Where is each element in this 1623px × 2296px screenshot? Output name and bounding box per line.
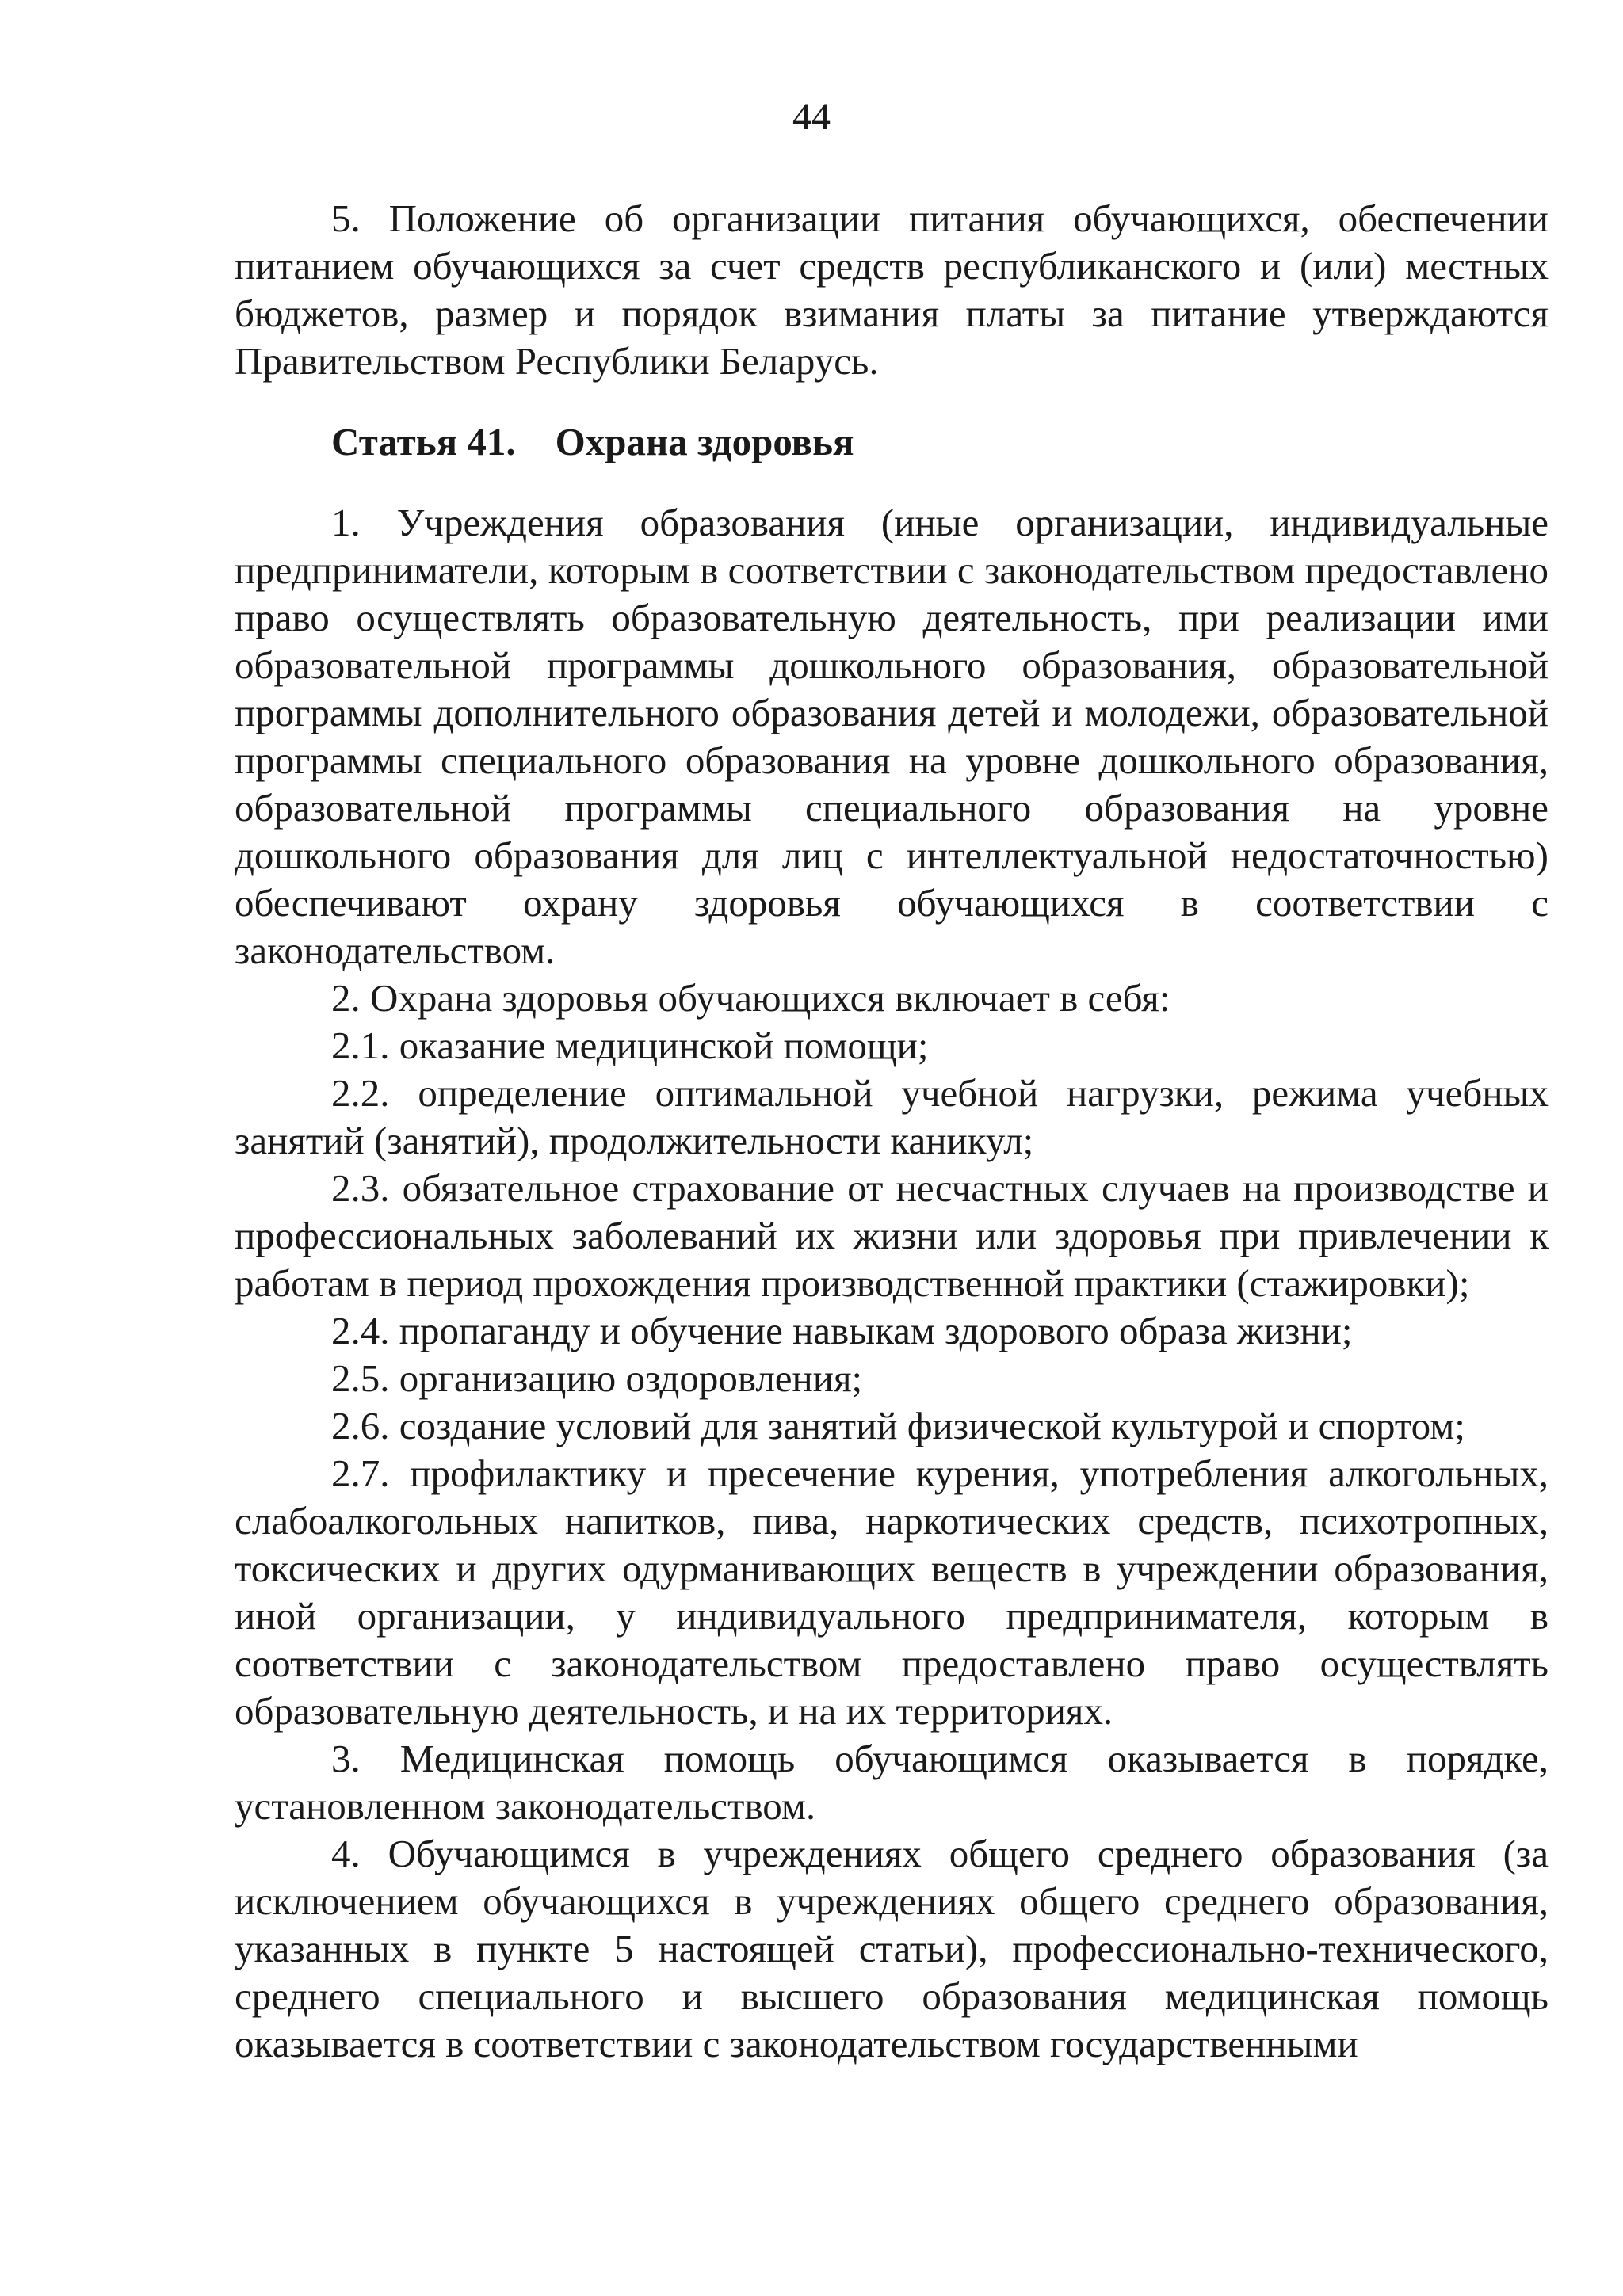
paragraph-item-4: 4. Обучающимся в учреждениях общего среднего образования (за исключением обучающихся в учреждениях общего среднего образования, указанных в пункте 5 настоящей статьи), профессионально-технического, среднего специального и высшего образования медицинская помощь оказывается в соответствии с законодательством государственными xyxy=(235,1832,1549,2065)
article-title: Охрана здоровья xyxy=(555,420,854,463)
paragraph-item-2-1: 2.1. оказание медицинской помощи; xyxy=(331,1024,929,1067)
paragraph-item-2-3: 2.3. обязательное страхование от несчастных случаев на производстве и профессиональных заболеваний их жизни или здоровья при привлечении к работам в период прохождения производственной практики (стажировки); xyxy=(235,1166,1549,1305)
article-number: Статья 41. xyxy=(331,420,516,463)
paragraph-item-2: 2. Охрана здоровья обучающихся включает в себя: xyxy=(331,976,1170,1020)
paragraph-item-2-5: 2.5. организацию оздоровления; xyxy=(331,1356,863,1400)
page-number: 44 xyxy=(792,96,831,138)
paragraph-item-2-6: 2.6. создание условий для занятий физической культурой и спортом; xyxy=(331,1404,1465,1447)
paragraph-item-2-4: 2.4. пропаганду и обучение навыкам здорового образа жизни; xyxy=(331,1309,1353,1352)
paragraph-item-1: 1. Учреждения образования (иные организации, индивидуальные предприниматели, которым в соответствии с законодательством предоставлено право осуществлять образовательную деятельность, при реализации ими образовательной программы дошкольного образования, образовательной программы дополнительного образования детей и молодежи, образовательной программы специального образования на уровне дошкольного образования, образовательной программы специального образования на уровне дошкольного образования для лиц с интеллектуальной недостаточностью) обеспечивают охрану здоровья обучающихся в соответствии с законодательством. xyxy=(235,501,1549,972)
paragraph-item-5-nutrition: 5. Положение об организации питания обучающихся, обеспечении питанием обучающихся за счет средств республиканского и (или) местных бюджетов, размер и порядок взимания платы за питание утверждаются Правительством Республики Беларусь. xyxy=(235,196,1549,383)
paragraph-item-3: 3. Медицинская помощь обучающимся оказывается в порядке, установленном законодательством. xyxy=(235,1737,1549,1828)
document-body xyxy=(235,195,1549,2068)
paragraph-item-2-7: 2.7. профилактику и пресечение курения, употребления алкогольных, слабоалкогольных напитков, пива, наркотических средств, психотропных, токсических и других одурманивающих веществ в учреждении образования, иной организации, у индивидуального предпринимателя, которым в соответствии с законодательством предоставлено право осуществлять образовательную деятельность, и на их территориях. xyxy=(235,1451,1549,1733)
article-heading xyxy=(235,418,1549,466)
paragraph-item-2-2: 2.2. определение оптимальной учебной нагрузки, режима учебных занятий (занятий), продолжительности каникул; xyxy=(235,1071,1549,1162)
